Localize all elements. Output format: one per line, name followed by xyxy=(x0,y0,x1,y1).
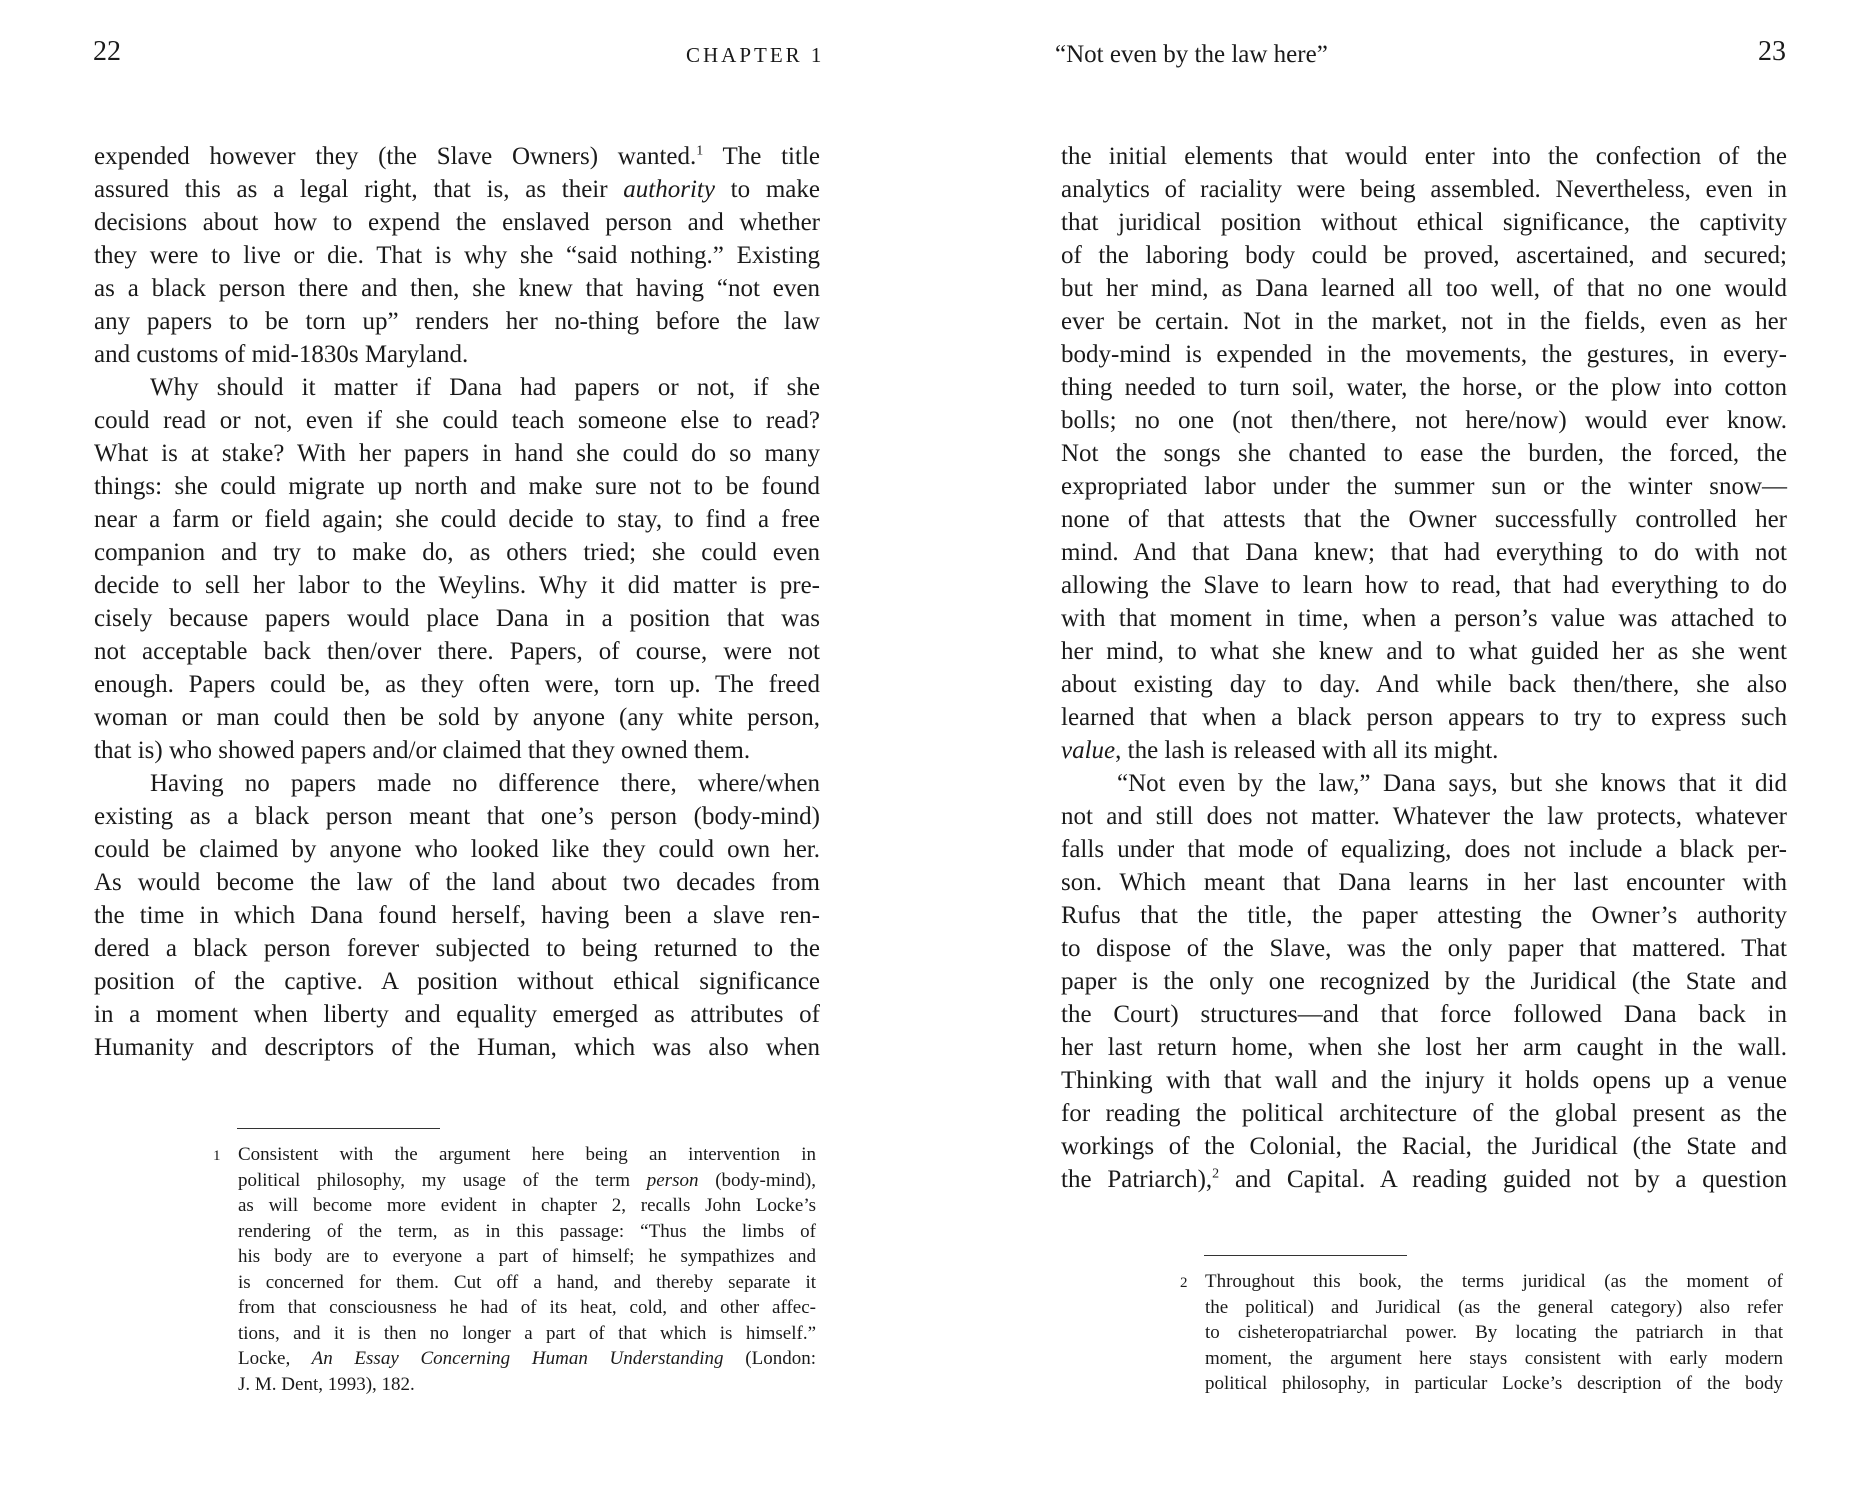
text-line: the Court) structures—and that force followed Dana back in xyxy=(1061,1001,1787,1028)
text-line: Having no papers made no difference there, where/when xyxy=(150,770,820,797)
italic-text: , An Essay Concerning Human Understanding xyxy=(285,1348,724,1369)
text-line: in a moment when liberty and equality emerged as attributes of xyxy=(94,1001,820,1028)
footnote-line: Throughout this book, the terms juridical (as the moment of xyxy=(1205,1271,1783,1292)
text-line: value, the lash is released with all its might. xyxy=(1061,737,1499,764)
text-line: with that moment in time, when a person’s value was attached to xyxy=(1061,605,1787,632)
text-line: Not the songs she chanted to ease the burden, the forced, the xyxy=(1061,440,1787,467)
text-line: What is at stake? With her papers in hand she could do so many xyxy=(94,440,820,467)
running-head: “Not even by the law here” xyxy=(1055,41,1328,68)
text-line: about existing day to day. And while back then/there, she also xyxy=(1061,671,1787,698)
text-line: analytics of raciality were being assembled. Nevertheless, even in xyxy=(1061,176,1787,203)
text-line: decisions about how to expend the enslaved person and whether xyxy=(94,209,820,236)
text-line: as a black person there and then, she knew that having “not even xyxy=(94,275,820,302)
text-line: As would become the law of the land about two decades from xyxy=(94,869,820,896)
footnote xyxy=(1180,1269,1783,1397)
footnote-line: the political) and Juridical (as the general category) also refer xyxy=(1205,1296,1783,1318)
page-number: 23 xyxy=(1758,36,1786,67)
body-text xyxy=(94,140,820,1064)
italic-text: value xyxy=(1061,737,1116,764)
text-line: her last return home, when she lost her arm caught in the wall. xyxy=(1061,1034,1787,1061)
text-line: near a farm or field again; she could decide to stay, to find a free xyxy=(94,506,820,533)
text-line: dered a black person forever subjected to being returned to the xyxy=(94,935,820,962)
text-line: son. Which meant that Dana learns in her last encounter with xyxy=(1061,869,1787,896)
footnote-line: J. M. Dent, 1993), 182. xyxy=(238,1373,415,1395)
footnote-rule xyxy=(237,1128,440,1129)
footnote-marker: 1 xyxy=(696,143,704,159)
text-line: they were to live or die. That is why she “said nothing.” Existing xyxy=(94,242,820,269)
text-line: the initial elements that would enter into the confection of the xyxy=(1061,143,1787,170)
left-page xyxy=(0,0,928,1500)
text-line: mind. And that Dana knew; that had everything to do with not xyxy=(1061,539,1787,566)
footnote-line: rendering of the term, as in this passage: “Thus the limbs of xyxy=(238,1220,816,1242)
footnote xyxy=(213,1142,817,1397)
text-line: for reading the political architecture of the global present as the xyxy=(1061,1100,1787,1127)
text-line: expropriated labor under the summer sun or the winter snow— xyxy=(1061,473,1787,500)
text-line: the Patriarch),$^2$ and Capital. A reading guided not by a question xyxy=(1061,1166,1787,1193)
text-line: companion and try to make do, as others tried; she could even xyxy=(94,539,820,566)
text-line: Rufus that the title, the paper attesting the Owner’s authority xyxy=(1061,902,1787,929)
text-line: could be claimed by anyone who looked like they could own her. xyxy=(94,836,820,863)
footnote-line: political philosophy, in particular Locke’s description of the body xyxy=(1205,1373,1783,1394)
text-line: “Not even by the law,” Dana says, but she knows that it did xyxy=(1117,770,1787,797)
footnote-line: his body are to everyone a part of himself; he sympathizes and xyxy=(238,1246,816,1267)
text-line: to dispose of the Slave, was the only paper that mattered. That xyxy=(1061,935,1787,962)
text-line: not and still does not matter. Whatever the law protects, whatever xyxy=(1061,803,1787,830)
text-line: but her mind, as Dana learned all too well, of that no one would xyxy=(1061,275,1787,302)
text-line: Why should it matter if Dana had papers or not, if she xyxy=(150,374,820,401)
footnote-line: moment, the argument here stays consistent with early modern xyxy=(1205,1347,1783,1369)
text-line: woman or man could then be sold by anyone (any white person, xyxy=(94,704,820,731)
footnote-number: 1 xyxy=(213,1148,221,1164)
text-line: Humanity and descriptors of the Human, which was also when xyxy=(94,1034,820,1061)
text-line: expended however they (the Slave Owners) wanted.$^1$ The title xyxy=(94,143,820,170)
text-line: existing as a black person meant that one’s person (body-mind) xyxy=(94,803,820,830)
footnote-line: tions, and it is then no longer a part of that which is himself.” xyxy=(238,1322,816,1344)
right-page xyxy=(929,0,1857,1500)
text-line: and customs of mid-1830s Maryland. xyxy=(94,341,469,368)
footnote-line: Locke, An Essay Concerning Human Understanding (London: xyxy=(238,1348,816,1369)
text-line: Thinking with that wall and the injury it holds opens up a venue xyxy=(1061,1067,1787,1094)
italic-text: authority xyxy=(623,176,715,203)
text-line: not acceptable back then/over there. Papers, of course, were not xyxy=(94,638,820,665)
text-line: her mind, to what she knew and to what guided her as she went xyxy=(1061,638,1787,665)
text-line: of the laboring body could be proved, ascertained, and secured; xyxy=(1061,242,1787,269)
text-line: thing needed to turn soil, water, the horse, or the plow into cotton xyxy=(1061,374,1787,401)
text-line: any papers to be torn up” renders her no-thing before the law xyxy=(94,308,820,335)
footnote-number: 2 xyxy=(1180,1275,1188,1291)
footnote-line: political philosophy, my usage of the term person (body-mind), xyxy=(238,1169,817,1191)
footnote-line: from that consciousness he had of its heat, cold, and other affec- xyxy=(238,1297,816,1318)
text-line: that is) who showed papers and/or claimed that they owned them. xyxy=(94,737,751,764)
text-line: bolls; no one (not then/there, not here/now) would ever know. xyxy=(1061,407,1787,434)
text-line: could read or not, even if she could teach someone else to read? xyxy=(94,407,820,434)
body-text xyxy=(1061,140,1787,1196)
text-line: position of the captive. A position without ethical significance xyxy=(94,968,820,995)
text-line: things: she could migrate up north and make sure not to be found xyxy=(94,473,820,500)
footnote-marker: 2 xyxy=(1212,1166,1220,1182)
text-line: allowing the Slave to learn how to read, that had everything to do xyxy=(1061,572,1787,599)
text-line: that juridical position without ethical significance, the captivity xyxy=(1061,209,1787,236)
text-line: none of that attests that the Owner successfully controlled her xyxy=(1061,506,1787,533)
text-line: the time in which Dana found herself, having been a slave ren- xyxy=(94,902,820,929)
footnote-rule xyxy=(1204,1255,1407,1256)
running-head: CHAPTER 1 xyxy=(686,43,825,67)
text-line: decide to sell her labor to the Weylins. Why it did matter is pre- xyxy=(94,572,820,599)
footnote-line: Consistent with the argument here being an intervention in xyxy=(238,1144,816,1165)
footnote-line: to cisheteropatriarchal power. By locating the patriarch in that xyxy=(1205,1322,1783,1343)
text-line: enough. Papers could be, as they often were, torn up. The freed xyxy=(94,671,820,698)
footnote-line: as will become more evident in chapter 2, recalls John Locke’s xyxy=(238,1195,816,1216)
text-line: falls under that mode of equalizing, does not include a black per- xyxy=(1061,836,1787,863)
text-line: ever be certain. Not in the market, not in the fields, even as her xyxy=(1061,308,1787,335)
page-number: 22 xyxy=(93,36,121,67)
text-line: workings of the Colonial, the Racial, the Juridical (the State and xyxy=(1061,1133,1787,1160)
footnote-line: is concerned for them. Cut off a hand, and thereby separate it xyxy=(238,1271,816,1293)
text-line: assured this as a legal right, that is, as their authority to make xyxy=(94,176,820,203)
italic-text: person xyxy=(646,1169,699,1191)
text-line: body-mind is expended in the movements, the gestures, in every- xyxy=(1061,341,1787,368)
text-line: learned that when a black person appears to try to express such xyxy=(1061,704,1787,731)
text-line: paper is the only one recognized by the Juridical (the State and xyxy=(1061,968,1787,995)
text-line: cisely because papers would place Dana in a position that was xyxy=(94,605,820,632)
